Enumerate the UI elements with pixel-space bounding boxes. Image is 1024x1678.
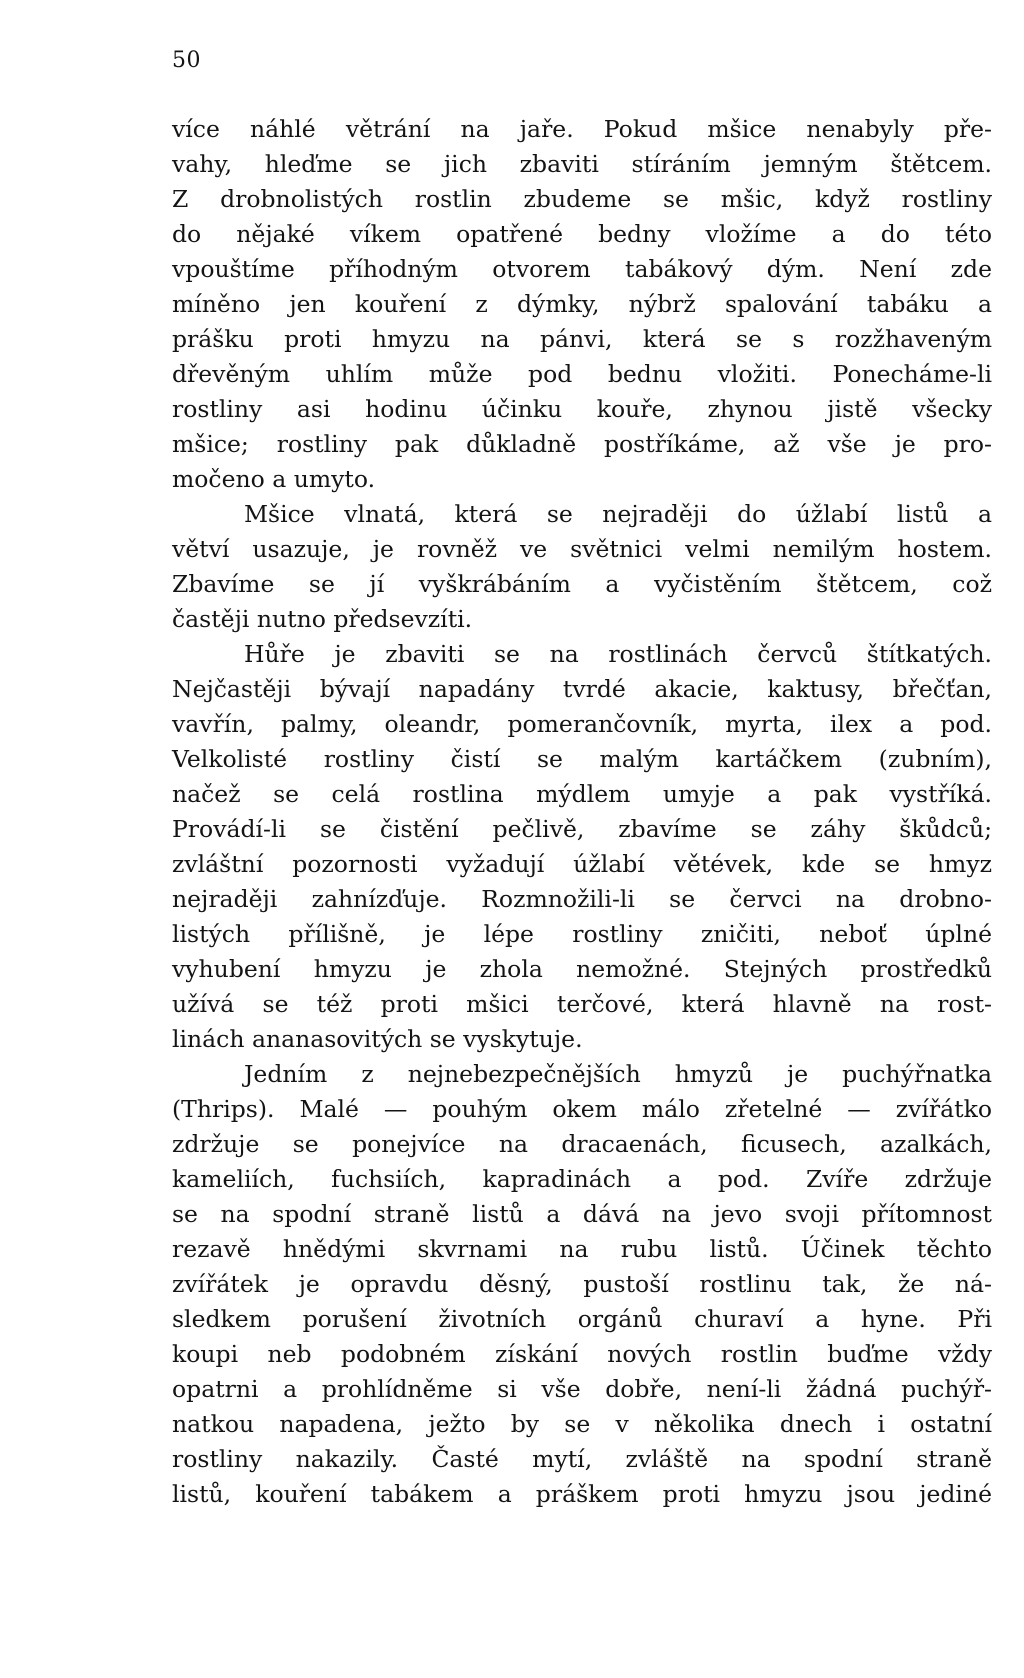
text-line: vahy, hleďme se jich zbaviti stíráním jemným štětcem. — [172, 150, 992, 178]
text-line: rostliny asi hodinu účinku kouře, zhynou jistě všecky — [172, 395, 992, 423]
text-line: Mšice vlnatá, která se nejraději do úžlabí listů a — [244, 500, 992, 528]
text-line: častěji nutno předsevzíti. — [172, 605, 473, 633]
text-line: větví usazuje, je rovněž ve světnici velmi nemilým hostem. — [172, 535, 992, 563]
text-line: zvláštní pozornosti vyžadují úžlabí větévek, kde se hmyz — [172, 850, 992, 878]
text-line: zvířátek je opravdu děsný, pustoší rostlinu tak, že ná- — [172, 1270, 992, 1298]
text-line: Velkolisté rostliny čistí se malým kartáčkem (zubním), — [172, 745, 992, 773]
text-line: listů, kouření tabákem a práškem proti hmyzu jsou jediné — [172, 1480, 992, 1508]
text-line: se na spodní straně listů a dává na jevo svoji přítomnost — [172, 1200, 992, 1228]
text-line: natkou napadena, ježto by se v několika dnech i ostatní — [172, 1410, 992, 1438]
text-line: Provádí-li se čistění pečlivě, zbavíme se záhy škůdců; — [172, 815, 992, 843]
text-line: opatrni a prohlídněme si vše dobře, není-li žádná puchýř- — [172, 1375, 992, 1403]
text-line: Hůře je zbaviti se na rostlinách červců štítkatých. — [244, 640, 992, 668]
text-line: sledkem porušení životních orgánů churaví a hyne. Při — [172, 1305, 992, 1333]
text-line: Nejčastěji bývají napadány tvrdé akacie, kaktusy, břečťan, — [172, 675, 992, 703]
text-line: nejraději zahnízďuje. Rozmnožili-li se červci na drobno- — [172, 885, 992, 913]
text-line: rostliny nakazily. Časté mytí, zvláště na spodní straně — [172, 1445, 992, 1473]
text-line: míněno jen kouření z dýmky, nýbrž spalování tabáku a — [172, 290, 992, 318]
text-line: (Thrips). Malé — pouhým okem málo zřetelné — zvířátko — [172, 1095, 992, 1123]
text-line: vyhubení hmyzu je zhola nemožné. Stejných prostředků — [172, 955, 992, 983]
text-line: do nějaké víkem opatřené bedny vložíme a do této — [172, 220, 992, 248]
text-line: Jedním z nejnebezpečnějších hmyzů je puchýřnatka — [244, 1060, 992, 1088]
text-line: užívá se též proti mšici terčové, která hlavně na rost- — [172, 990, 992, 1018]
text-line: kameliích, fuchsiích, kapradinách a pod. Zvíře zdržuje — [172, 1165, 992, 1193]
body-text — [172, 112, 992, 1512]
text-line: listých přílišně, je lépe rostliny zničiti, neboť úplné — [172, 920, 992, 948]
text-line: mšice; rostliny pak důkladně postříkáme, až vše je pro- — [172, 430, 992, 458]
text-line: Zbavíme se jí vyškrábáním a vyčistěním štětcem, což — [172, 570, 992, 598]
text-line: Z drobnolistých rostlin zbudeme se mšic, když rostliny — [172, 185, 992, 213]
text-line: zdržuje se ponejvíce na dracaenách, ficusech, azalkách, — [172, 1130, 992, 1158]
text-line: vavřín, palmy, oleandr, pomerančovník, myrta, ilex a pod. — [172, 710, 992, 738]
text-line: vpouštíme příhodným otvorem tabákový dým. Není zde — [172, 255, 992, 283]
text-line: linách ananasovitých se vyskytuje. — [172, 1025, 583, 1053]
text-line: načež se celá rostlina mýdlem umyje a pak vystříká. — [172, 780, 992, 808]
text-line: močeno a umyto. — [172, 465, 376, 493]
text-line: rezavě hnědými skvrnami na rubu listů. Účinek těchto — [172, 1235, 992, 1263]
text-line: prášku proti hmyzu na pánvi, která se s rozžhaveným — [172, 325, 992, 353]
text-line: více náhlé větrání na jaře. Pokud mšice nenabyly pře- — [172, 115, 992, 143]
text-line: dřevěným uhlím může pod bednu vložiti. Ponecháme-li — [172, 360, 992, 388]
page-number: 50 — [172, 48, 201, 73]
text-line: koupi neb podobném získání nových rostlin buďme vždy — [172, 1340, 992, 1368]
